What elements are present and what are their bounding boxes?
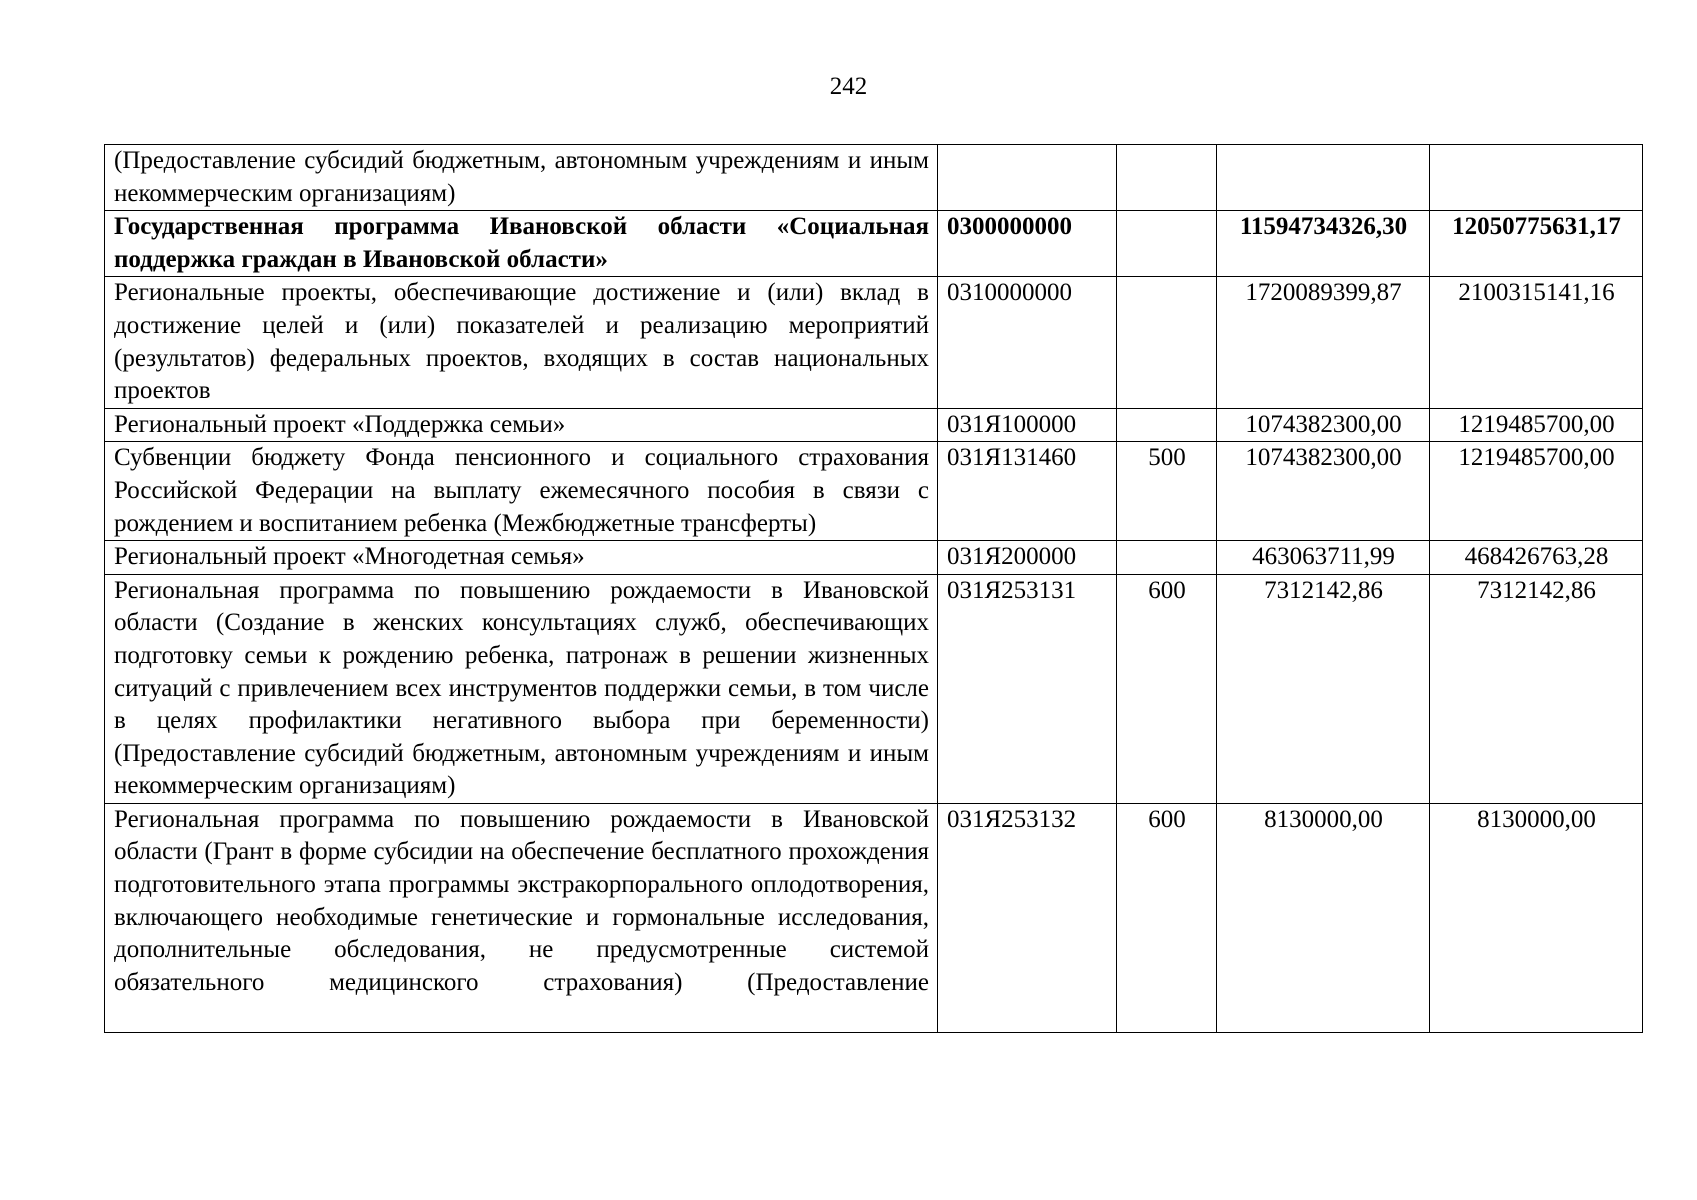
row-amount-year2: 1219485700,00	[1430, 442, 1643, 541]
row-amount-year2	[1430, 145, 1643, 211]
table-row	[105, 574, 1643, 803]
row-expense-type	[1117, 541, 1217, 575]
row-code: 0310000000	[938, 277, 1117, 408]
row-expense-type: 600	[1117, 803, 1217, 1032]
row-amount-year2: 7312142,86	[1430, 574, 1643, 803]
row-amount-year1: 1720089399,87	[1217, 277, 1430, 408]
row-name: (Предоставление субсидий бюджетным, автономным учреждениям и иным некоммерческим организациям)	[105, 145, 938, 211]
row-code: 031Я131460	[938, 442, 1117, 541]
table-row	[105, 541, 1643, 575]
row-amount-year2: 2100315141,16	[1430, 277, 1643, 408]
row-amount-year2: 1219485700,00	[1430, 408, 1643, 442]
row-name: Субвенции бюджету Фонда пенсионного и социального страхования Российской Федерации на выплату ежемесячного пособия в связи с рождением и воспитанием ребенка (Межбюджетные трансферты)	[105, 442, 938, 541]
row-amount-year2: 468426763,28	[1430, 541, 1643, 575]
row-code: 031Я253132	[938, 803, 1117, 1032]
row-name: Региональная программа по повышению рождаемости в Ивановской области (Создание в женских консультациях служб, обеспечивающих подготовку семьи к рождению ребенка, патронаж в решении жизненных ситуаций с привлечением всех инструментов поддержки семьи, в том числе в целях профилактики негативного выбора при беременности) (Предоставление субсидий бюджетным, автономным учреждениям и иным некоммерческим организациям)	[105, 574, 938, 803]
row-amount-year1: 1074382300,00	[1217, 408, 1430, 442]
table-row	[105, 408, 1643, 442]
row-name: Государственная программа Ивановской области «Социальная поддержка граждан в Ивановской области»	[105, 211, 938, 277]
row-code	[938, 145, 1117, 211]
row-code: 0300000000	[938, 211, 1117, 277]
page-number: 242	[829, 73, 868, 100]
row-name: Региональный проект «Многодетная семья»	[105, 541, 938, 575]
row-amount-year1: 1074382300,00	[1217, 442, 1430, 541]
row-code: 031Я100000	[938, 408, 1117, 442]
row-code: 031Я200000	[938, 541, 1117, 575]
table-row	[105, 145, 1643, 211]
row-expense-type	[1117, 408, 1217, 442]
row-amount-year1	[1217, 145, 1430, 211]
table-row	[105, 277, 1643, 408]
row-expense-type	[1117, 211, 1217, 277]
row-expense-type	[1117, 277, 1217, 408]
table-row	[105, 442, 1643, 541]
row-amount-year1: 11594734326,30	[1217, 211, 1430, 277]
row-amount-year1: 8130000,00	[1217, 803, 1430, 1032]
table-row-program	[105, 211, 1643, 277]
row-expense-type	[1117, 145, 1217, 211]
row-amount-year2: 12050775631,17	[1430, 211, 1643, 277]
table-row	[105, 803, 1643, 1032]
row-amount-year1: 7312142,86	[1217, 574, 1430, 803]
row-expense-type: 500	[1117, 442, 1217, 541]
row-name: Региональные проекты, обеспечивающие достижение и (или) вклад в достижение целей и (или) показателей и реализацию мероприятий (результатов) федеральных проектов, входящих в состав национальных проектов	[105, 277, 938, 408]
row-expense-type: 600	[1117, 574, 1217, 803]
row-code: 031Я253131	[938, 574, 1117, 803]
row-name: Региональный проект «Поддержка семьи»	[105, 408, 938, 442]
budget-table	[104, 144, 1643, 1033]
row-amount-year2: 8130000,00	[1430, 803, 1643, 1032]
row-amount-year1: 463063711,99	[1217, 541, 1430, 575]
row-name: Региональная программа по повышению рождаемости в Ивановской области (Грант в форме субсидии на обеспечение бесплатного прохождения подготовительного этапа программы экстракорпорального оплодотворения, включающего необходимые генетические и гормональные исследования, дополнительные обследования, не предусмотренные системой обязательного медицинского страхования) (Предоставление	[105, 803, 938, 1032]
